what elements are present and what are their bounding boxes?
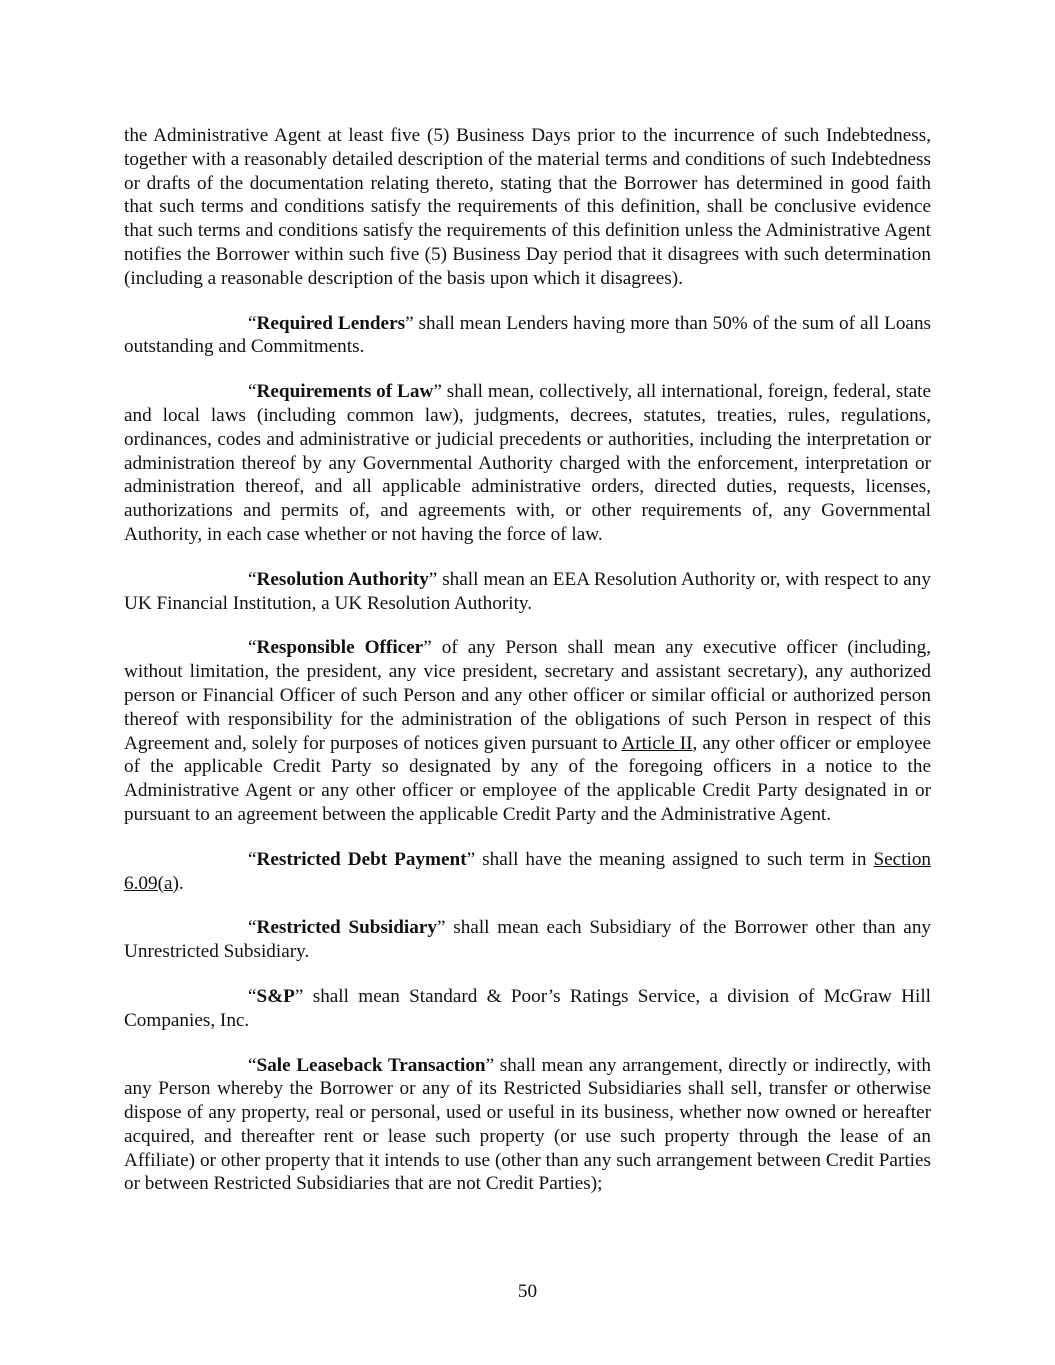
- definition-requirements-of-law: [124, 380, 931, 547]
- open-quote: “: [248, 381, 257, 403]
- defined-term: Resolution Authority: [256, 568, 429, 590]
- definition-required-lenders: [124, 312, 931, 360]
- defined-term: Required Lenders: [256, 312, 406, 334]
- definition-restricted-debt-payment: [124, 848, 931, 896]
- section-6-09a-reference-link[interactable]: Section 6.09(a): [124, 848, 932, 894]
- close-quote: ”: [294, 985, 304, 1007]
- definition-text-continued: , any other officer or employee of the applicable Credit Party so designated by any of the foregoing officers in a notice to the Administrative Agent or any other officer or employee of the applicable Credit Party designated in or pursuant to an agreement between the applicable Credit Party and the Administrative Agent.: [124, 732, 931, 825]
- open-quote: “: [248, 1054, 257, 1076]
- document-page: [124, 124, 931, 1217]
- open-quote: “: [248, 312, 257, 334]
- definition-text: shall mean an EEA Resolution Authority or, with respect to any UK Financial Institution, a UK Resolution Authority.: [124, 568, 931, 614]
- defined-term: Sale Leaseback Transaction: [256, 1054, 486, 1076]
- definition-responsible-officer: [124, 636, 931, 826]
- definition-text: shall mean any arrangement, directly or indirectly, with any Person whereby the Borrower or any of its Restricted Subsidiaries shall sell, transfer or otherwise dispose of any property, real or personal, used or useful in its business, whether now owned or hereafter acquired, and thereafter rent or lease such property (or use such property through the lease of an Affiliate) or other property that it intends to use (other than any such arrangement between Credit Parties or between Restricted Subsidiaries that are not Credit Parties);: [124, 1054, 931, 1195]
- open-quote: “: [248, 917, 257, 939]
- definition-resolution-authority: [124, 568, 931, 616]
- open-quote: “: [248, 568, 257, 590]
- page-number: 50: [517, 1281, 538, 1302]
- definition-text: shall mean Lenders having more than 50% of the sum of all Loans outstanding and Commitments.: [124, 312, 932, 358]
- definition-text: shall have the meaning assigned to such term in: [475, 848, 874, 870]
- definition-text: shall mean Standard & Poor’s Ratings Service, a division of McGraw Hill Companies, Inc.: [124, 985, 931, 1031]
- close-quote: ”: [423, 637, 432, 659]
- definition-restricted-subsidiary: [124, 916, 931, 964]
- defined-term: S&P: [256, 985, 295, 1007]
- defined-term: Requirements of Law: [256, 381, 434, 403]
- definition-text: of any Person shall mean any executive officer (including, without limitation, the president, any vice president, secretary and assistant secretary), any authorized person or Financial Officer of such Person and any other officer or similar official or authorized person thereof with responsibility for the administration of the obligations of such Person in respect of this Agreement and, solely for purposes of notices given pursuant to: [124, 637, 931, 754]
- open-quote: “: [248, 985, 257, 1007]
- defined-term: Restricted Debt Payment: [256, 848, 467, 870]
- definition-text: shall mean, collectively, all international, foreign, federal, state and local laws (including common law), judgments, decrees, statutes, treaties, rules, regulations, ordinances, codes and administrative or judicial precedents or authorities, including the interpretation or administration thereof by any Governmental Authority charged with the enforcement, interpretation or administration thereof, and all applicable administrative orders, directed duties, requests, licenses, authorizations and permits of, and agreements with, or other requirements of, any Governmental Authority, in each case whether or not having the force of law.: [124, 381, 931, 545]
- close-quote: ”: [466, 848, 476, 870]
- definition-end: .: [178, 872, 184, 894]
- close-quote: ”: [436, 917, 446, 939]
- open-quote: “: [248, 637, 257, 659]
- defined-term: Restricted Subsidiary: [256, 917, 437, 939]
- open-quote: “: [248, 848, 257, 870]
- close-quote: ”: [485, 1054, 495, 1076]
- close-quote: ”: [433, 381, 442, 403]
- defined-term: Responsible Officer: [256, 637, 424, 659]
- definition-s-and-p: [124, 985, 931, 1033]
- article-ii-reference-link[interactable]: Article II: [621, 732, 693, 754]
- definition-sale-leaseback-transaction: [124, 1054, 931, 1197]
- definition-text: shall mean each Subsidiary of the Borrower other than any Unrestricted Subsidiary.: [124, 917, 932, 963]
- close-quote: ”: [428, 568, 438, 590]
- close-quote: ”: [405, 312, 414, 334]
- continuation-paragraph: the Administrative Agent at least five (5) Business Days prior to the incurrence of such Indebtedness, together with a reasonably detailed description of the material terms and conditions of such Indebtedness or drafts of the documentation relating thereto, stating that the Borrower has determined in good faith that such terms and conditions satisfy the requirements of this definition, shall be conclusive evidence that such terms and conditions satisfy the requirements of this definition unless the Administrative Agent notifies the Borrower within such five (5) Business Day period that it disagrees with such determination (including a reasonable description of the basis upon which it disagrees).: [124, 125, 931, 289]
